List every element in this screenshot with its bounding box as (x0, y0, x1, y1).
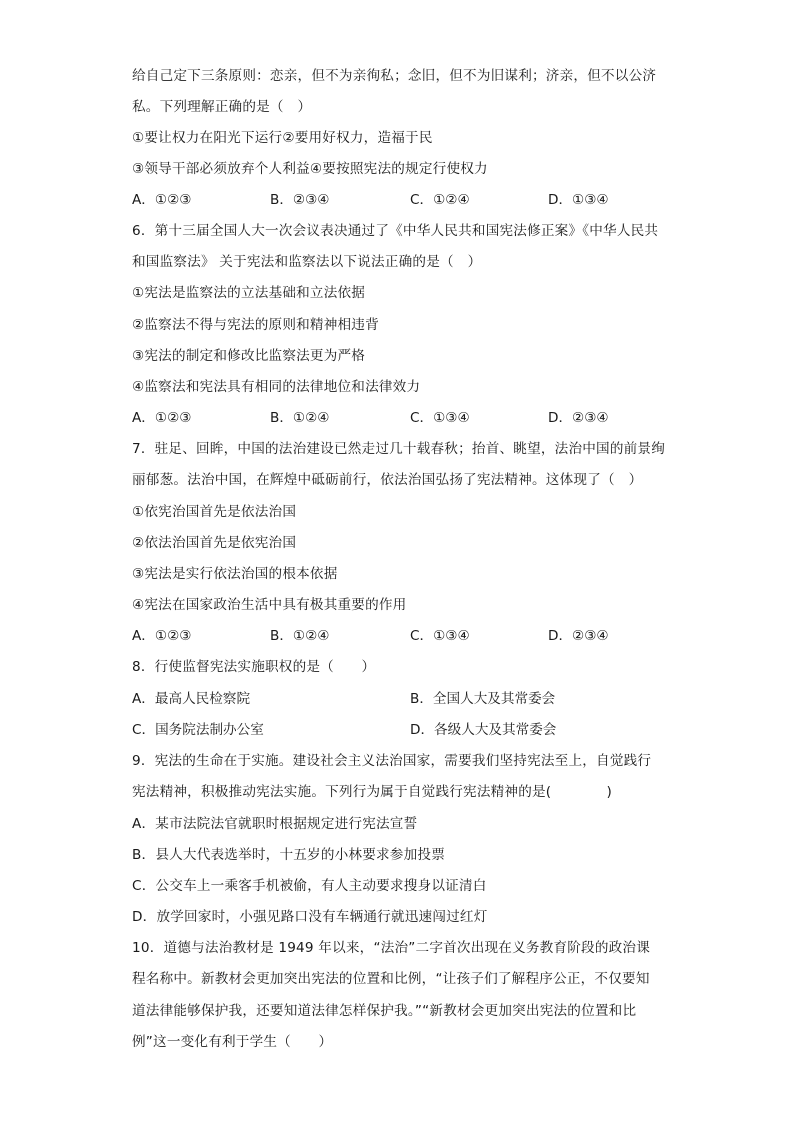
q7-option-d: D．②③④ (548, 628, 609, 644)
q8-option-b: B．全国人大及其常委会 (410, 691, 556, 707)
q7-option-c: C．①③④ (410, 628, 470, 644)
q7-option-b: B．①②④ (270, 628, 330, 644)
q6-option-a: A．①②③ (132, 410, 192, 426)
q6-stem-line-1: 6．第十三届全国人大一次会议表决通过了《中华人民共和国宪法修正案》《中华人民共 (132, 223, 659, 239)
q6-statement-3: ③宪法的制定和修改比监察法更为严格 (132, 348, 366, 364)
q9-option-d: D．放学回家时，小强见路口没有车辆通行就迅速闯过红灯 (132, 909, 488, 925)
q9-option-c: C．公交车上一乘客手机被偷，有人主动要求搜身以证清白 (132, 878, 487, 894)
q7-statement-2: ②依法治国首先是依宪治国 (132, 535, 297, 551)
q6-option-c: C．①③④ (410, 410, 470, 426)
q9-stem-line-2: 宪法精神，积极推动宪法实施。下列行为属于自觉践行宪法精神的是( ) (132, 784, 612, 800)
q8-option-d: D．各级人大及其常委会 (410, 722, 557, 738)
q5-option-c: C．①②④ (410, 192, 470, 208)
q5-stem-line-1: 给自己定下三条原则：恋亲，但不为亲徇私；念旧，但不为旧谋利；济亲，但不以公济 (132, 68, 657, 84)
q8-stem: 8．行使监督宪法实施职权的是（ ） (132, 659, 376, 675)
q6-option-d: D．②③④ (548, 410, 609, 426)
q5-statement-line-1: ①要让权力在阳光下运行②要用好权力，造福于民 (132, 130, 433, 146)
q5-option-d: D．①③④ (548, 192, 609, 208)
q10-stem-line-4: 例”这一变化有利于学生（ ） (132, 1034, 333, 1050)
q9-stem-line-1: 9．宪法的生命在于实施。建设社会主义法治国家，需要我们坚持宪法至上，自觉践行 (132, 753, 652, 769)
q6-statement-1: ①宪法是监察法的立法基础和立法依据 (132, 285, 366, 301)
q9-option-a: A．某市法院法官就职时根据规定进行宪法宣誓 (132, 816, 418, 832)
q7-stem-line-1: 7．驻足、回眸，中国的法治建设已然走过几十载春秋；抬首、眺望，法治中国的前景绚 (132, 441, 666, 457)
q6-option-b: B．①②④ (270, 410, 330, 426)
q6-statement-2: ②监察法不得与宪法的原则和精神相违背 (132, 317, 379, 333)
q7-stem-line-2: 丽郁葱。法治中国，在辉煌中砥砺前行，依法治国弘扬了宪法精神。这体现了（ ） (132, 472, 643, 488)
q10-stem-line-2: 程名称中。新教材会更加突出宪法的位置和比例，“让孩子们了解程序公正，不仅要知 (132, 971, 650, 987)
q8-option-a: A．最高人民检察院 (132, 691, 251, 707)
q9-option-b: B．县人大代表选举时，十五岁的小林要求参加投票 (132, 847, 445, 863)
q7-statement-3: ③宪法是实行依法治国的根本依据 (132, 566, 338, 582)
q6-statement-4: ④监察法和宪法具有相同的法律地位和法律效力 (132, 379, 421, 395)
q7-statement-4: ④宪法在国家政治生活中具有极其重要的作用 (132, 597, 407, 613)
q5-option-a: A．①②③ (132, 192, 192, 208)
q7-statement-1: ①依宪治国首先是依法治国 (132, 504, 297, 520)
q8-option-c: C．国务院法制办公室 (132, 722, 264, 738)
q6-stem-line-2: 和国监察法》 关于宪法和监察法以下说法正确的是（ ） (132, 254, 482, 270)
q10-stem-line-1: 10．道德与法治教材是 1949 年以来，“法治”二字首次出现在义务教育阶段的政治课 (132, 940, 651, 956)
q10-stem-line-3: 道法律能够保护我，还要知道法律怎样保护我。”“新教材会更加突出宪法的位置和比 (132, 1003, 637, 1019)
q5-statement-line-2: ③领导干部必须放弃个人利益④要按照宪法的规定行使权力 (132, 161, 488, 177)
q5-option-b: B．②③④ (270, 192, 330, 208)
q7-option-a: A．①②③ (132, 628, 192, 644)
q5-stem-line-2: 私。下列理解正确的是（ ） (132, 99, 312, 115)
